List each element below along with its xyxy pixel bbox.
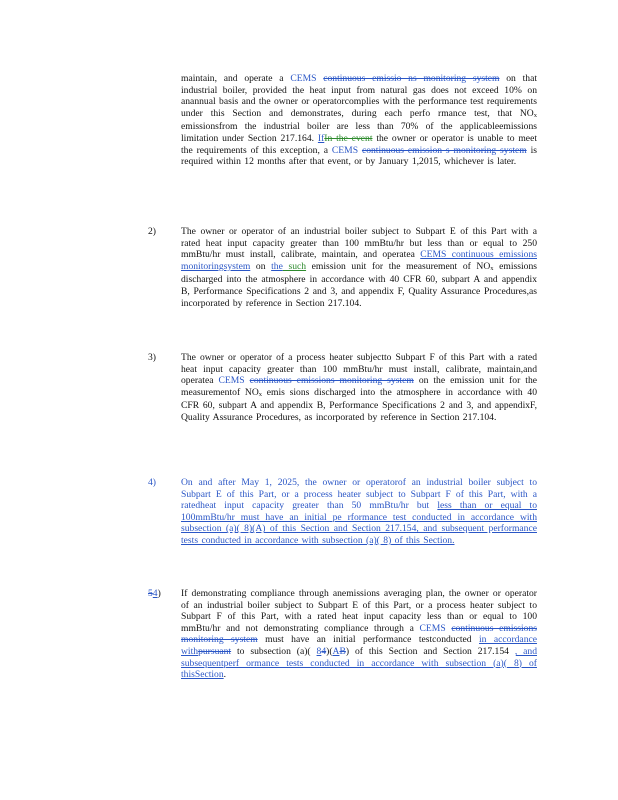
deleted-text: continuous emissions monitoring system — [249, 375, 414, 387]
text-run: maintain, and operate a — [181, 73, 291, 84]
paragraph-number: 3) — [148, 352, 156, 363]
paragraph-5-text — [181, 588, 537, 681]
deleted-text: continuous emissions monitoring system — [181, 622, 537, 646]
text-run: is required within 12 months after that event, or by January 1,2015, whichever is later. — [181, 144, 537, 168]
inserted-text: , and subsequentperf ormance tests conducted in accordance with subsection (a)( 8) of thisSection — [181, 645, 537, 681]
inserted-text: the — [271, 260, 283, 272]
text-run: on that industrial boiler, provided the heat input from natural gas does not exceed 10% on anannual basis and the owner or operatorcomplies with the performance test requirements under this Section and demonstrates, during each perfo rmance test, that NO — [181, 73, 537, 119]
inserted-text: If — [317, 132, 325, 144]
deleted-text: continuous emissio ns monitoring system — [323, 73, 500, 84]
inserted-text: CEMS continuous emissions monitoringsystem — [181, 249, 537, 272]
paragraph-1-text — [181, 73, 537, 168]
text-run: to subsection (a)( — [231, 645, 317, 657]
paragraph-number — [148, 588, 161, 600]
inserted-text: less than or equal to 100mmBtu/hr must have an initial pe rformance test conducted in accordance with subsection (a)( 8)(A) of this Section and Section 217.154, and subsequent performance tests conducted in accordance with subsection (a)( 8) of this Section. — [181, 500, 537, 546]
paragraph-number: 4) — [148, 477, 156, 488]
deleted-text: pursuant — [198, 645, 232, 657]
text-run: on — [250, 260, 272, 272]
text-run: emis sions discharged into the atmosphere in accordance with 40 CFR 60, subpart A and appendix B, Performance Specifications 2 and 3, and appendixF, Quality Assurance Procedures, as incorporated by reference in Section 217.104. — [181, 386, 537, 423]
text-run: ) of this Section and Section 217.154 — [345, 645, 515, 657]
inserted-text: CEMS — [218, 375, 245, 387]
subscript-x: x — [490, 264, 494, 272]
deleted-text: In the event — [324, 132, 373, 144]
text-run: emissionsfrom the industrial boiler are less than 70% of the applicableemissions limitation under Section 217.164. — [181, 121, 537, 144]
text-run: . — [223, 669, 227, 681]
text-run: emissions discharged into the atmosphere in accordance with 40 CFR 60, subpart A and appendix B, Performance Specifications 2 and 3, and appendix F, Quality Assurance Procedures,as incorporated by reference in Section 217.104. — [181, 260, 538, 309]
text-run: The owner or operator of a process heater subjectto Subpart F of this Part with a rated heat input capacity greater than 100 mmBtu/hr must install, calibrate, maintain,and operatea — [181, 352, 537, 387]
inserted-text: CEMS — [290, 73, 317, 84]
text-run: The owner or operator of an industrial boiler subject to Subpart E of this Part with a rated heat input capacity greater than 100 mmBtu/hr but less than or equal to 250 mmBtu/hr must install, calibrate, maintain, and operatea — [181, 226, 537, 261]
paragraph-number: 2) — [148, 226, 156, 237]
inserted-text: CEMS — [331, 144, 359, 156]
inserted-text: CEMS — [419, 622, 446, 634]
text-run: )( — [326, 645, 333, 657]
paragraph-4-text — [181, 477, 537, 547]
subscript-x: x — [533, 111, 537, 119]
paragraph-3-text — [181, 352, 537, 424]
text-run: the owner or operator is unable to meet the requirements of this exception, a — [181, 132, 537, 156]
inserted-text: On and after May 1, 2025, the owner or operatorof an industrial boiler subject to Subpart E of this Part, or a process heater subject to Subpart F of this Part, with a ratedheat input capacity greater than 50 mmBtu/hr but — [181, 477, 537, 512]
text-run: If demonstrating compliance through anemissions averaging plan, the owner or operator of an industrial boiler subject to Subpart E of this Part, or a process heater subject to Subpart F of this Part, with a rated heat input capacity less than or equal to 100 mmBtu/hr and not demonstrating compliance through a — [181, 588, 537, 634]
text-run: emission unit for the measurement of NO — [306, 260, 491, 272]
inserted-text: in accordance with — [181, 634, 538, 657]
deleted-text: B — [339, 645, 346, 657]
deleted-text: continuous emission s monitoring system — [361, 144, 527, 156]
text-run: must have an initial performance testconducted — [257, 634, 479, 646]
paragraph-2-text — [181, 226, 537, 309]
subscript-x: x — [258, 390, 263, 398]
deleted-text: 4 — [321, 645, 327, 657]
text-run: on the emission unit for the measurementof NO — [181, 375, 538, 398]
inserted-text: such — [282, 260, 307, 272]
inserted-text: A — [332, 645, 340, 657]
inserted-text: 8 — [316, 645, 322, 657]
inserted-text: 4 — [152, 588, 158, 599]
deleted-text: 5 — [148, 588, 153, 599]
text-run: ) — [157, 588, 161, 599]
